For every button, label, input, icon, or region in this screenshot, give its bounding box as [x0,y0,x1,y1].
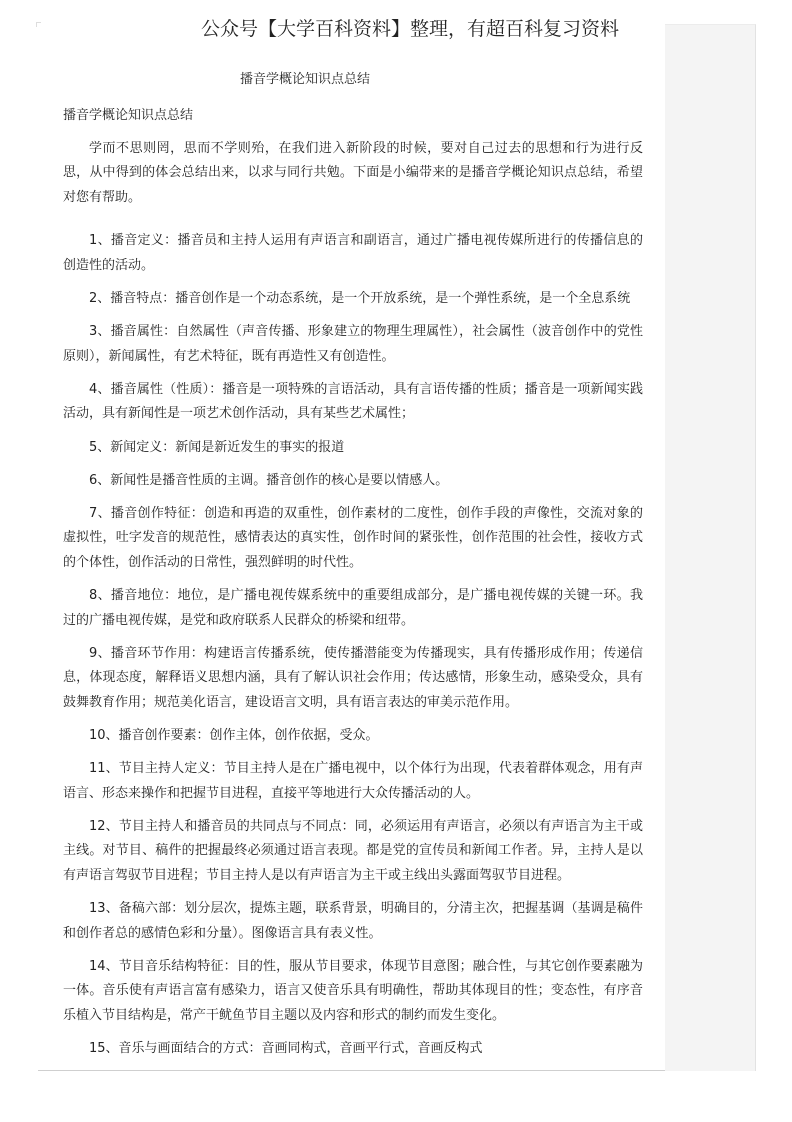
paragraph: 1、播音定义：播音员和主持人运用有声语言和副语言，通过广播电视传媒所进行的传播信息的创造性的活动。 [63,233,643,273]
paragraph: 13、备稿六部：划分层次，提炼主题，联系背景，明确目的，分清主次，把握基调（基调是稿件和创作者总的感情色彩和分量）。图像语言具有表义性。 [63,901,643,941]
paragraph: 12、节目主持人和播音员的共同点与不同点：同，必须运用有声语言，必须以有声语言为主干或主线。对节目、稿件的把握最终必须通过语言表现。都是党的宣传员和新闻工作者。异，主持人是以有声语言驾驭节目进程；节目主持人是以有声语言为主干或主线出头露面驾驭节目进程。 [63,818,643,883]
paragraph: 4、播音属性（性质）：播音是一项特殊的言语活动，具有言语传播的性质；播音是一项新闻实践活动，具有新闻性是一项艺术创作活动，具有某些艺术属性； [63,381,643,422]
paragraph: 6、新闻性是播音性质的主调。播音创作的核心是要以情感人。 [89,472,449,488]
paragraph: 9、播音环节作用：构建语言传播系统，使传播潜能变为传播现实，具有传播形成作用；传递信息，体现态度，解释语义思想内涵，具有了解认识社会作用；传达感情，形象生动，感染受众，具有鼓舞教育作用；规范美化语言，建设语言文明，具有语言表达的审美示范作用。 [63,645,643,710]
paragraph: 15、音乐与画面结合的方式：音画同构式，音画平行式，音画反构式 [89,1041,483,1056]
paragraph: 2、播音特点：播音创作是一个动态系统，是一个开放系统，是一个弹性系统，是一个全息系统 [89,291,631,307]
intro-paragraph: 学而不思则罔，思而不学则殆，在我们进入新阶段的时候，要对自己过去的思想和行为进行反思，从中得到的体会总结出来，以求与同行共勉。下面是小编带来的是播音学概论知识点总结，希望对您有帮助。 [63,140,643,205]
document-subtitle: 播音学概论知识点总结 [63,108,194,123]
paragraph: 11、节目主持人定义：节目主持人是在广播电视中，以个体行为出现，代表着群体观念，用有声语言、形态来操作和把握节目进程，直接平等地进行大众传播活动的人。 [63,761,643,801]
document-title: 播音学概论知识点总结 [239,72,370,87]
paragraph: 8、播音地位：地位，是广播电视传媒系统中的重要组成部分，是广播电视传媒的关键一环。我过的广播电视传媒，是党和政府联系人民群众的桥梁和纽带。 [63,588,643,628]
paragraph: 3、播音属性：自然属性（声音传播、形象建立的物理生理属性），社会属性（波音创作中的党性原则），新闻属性，有艺术特征，既有再造性又有创造性。 [63,324,643,364]
header-banner: 公众号【大学百科资料】整理，有超百科复习资料 [200,18,619,40]
paragraph: 14、节目音乐结构特征：目的性，服从节目要求，体现节目意图；融合性，与其它创作要素融为一体。音乐使有声语言富有感染力，语言又使音乐具有明确性，帮助其体现目的性；变态性，有序音乐植入节目结构是，常产干鱿鱼节目主题以及内容和形式的制约而发生变化。 [63,958,643,1023]
document-content [63,104,643,1070]
paragraph: 7、播音创作特征：创造和再造的双重性，创作素材的二度性，创作手段的声像性，交流对象的虚拟性，吐字发音的规范性，感情表达的真实性，创作时间的紧张性，创作范围的社会性，接收方式的个体性，创作活动的日常性，强烈鲜明的时代性。 [63,505,643,570]
paragraph: 10、播音创作要素：创作主体，创作依据，受众。 [89,727,379,743]
paragraph: 5、新闻定义：新闻是新近发生的事实的报道 [89,439,345,455]
side-panel [665,24,756,1071]
